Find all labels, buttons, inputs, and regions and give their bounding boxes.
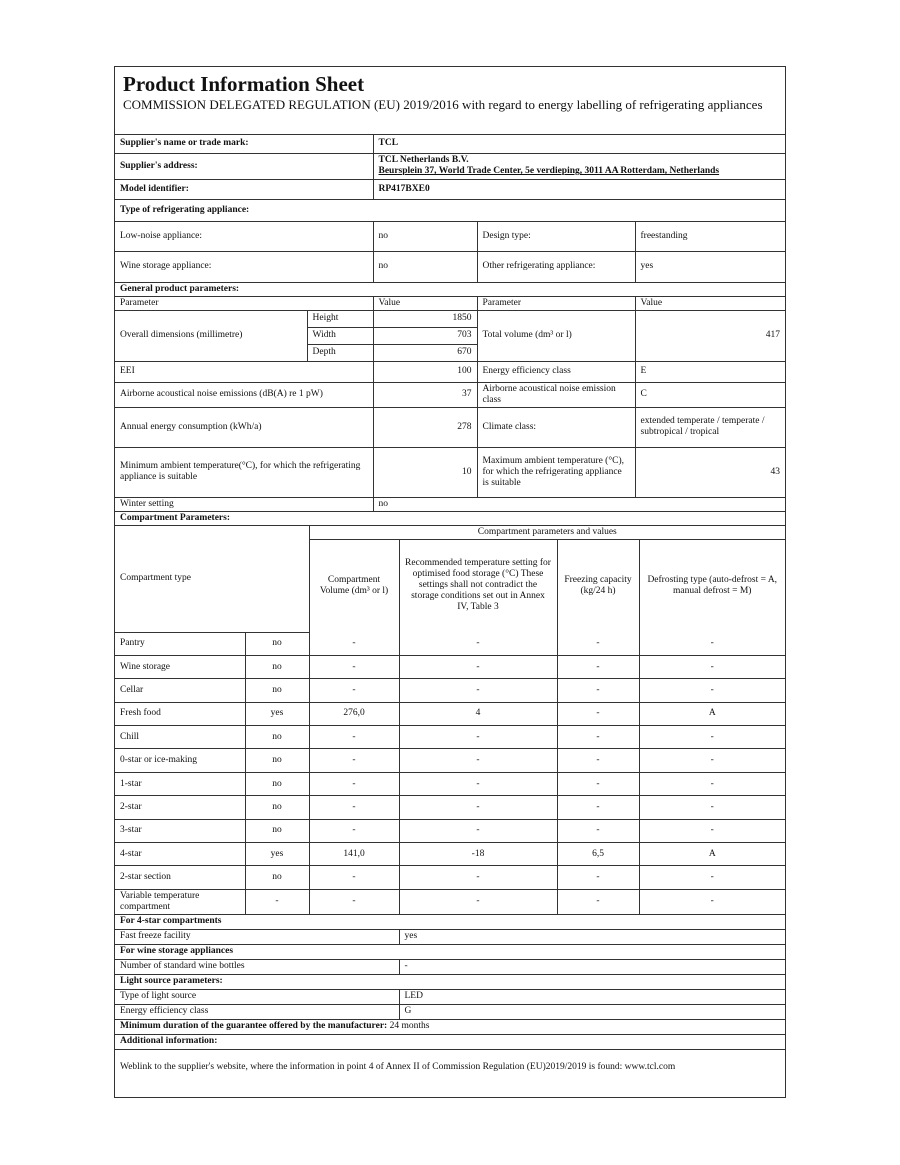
compartment-present: yes bbox=[245, 843, 309, 866]
noise-class-label: Airborne acoustical noise emission class bbox=[477, 382, 635, 407]
wine-bottles-label: Number of standard wine bottles bbox=[115, 959, 399, 974]
extra-parameters-table bbox=[115, 914, 785, 1086]
additional-section-label: Additional information: bbox=[115, 1034, 785, 1049]
eei-label: EEI bbox=[115, 361, 373, 382]
compartment-temp: - bbox=[399, 655, 557, 678]
compartment-row bbox=[115, 772, 785, 795]
compartment-defrost: A bbox=[639, 702, 785, 725]
compartment-row bbox=[115, 726, 785, 749]
compartment-name: 2-star bbox=[115, 796, 245, 819]
compartment-freezing: - bbox=[557, 819, 639, 842]
compartment-freezing: - bbox=[557, 866, 639, 889]
compartment-row bbox=[115, 679, 785, 702]
compartment-freezing: - bbox=[557, 749, 639, 772]
general-section-label: General product parameters: bbox=[115, 282, 785, 296]
compartment-present: - bbox=[245, 889, 309, 914]
energy-class-value: E bbox=[635, 361, 785, 382]
winter-setting-label: Winter setting bbox=[115, 497, 373, 511]
supplier-address-value bbox=[373, 153, 785, 179]
energy-class-label: Energy efficiency class bbox=[477, 361, 635, 382]
low-noise-label: Low-noise appliance: bbox=[115, 222, 373, 252]
col-freezing-capacity: Freezing capacity (kg/24 h) bbox=[557, 539, 639, 632]
compartment-name: 4-star bbox=[115, 843, 245, 866]
compartment-temp: - bbox=[399, 889, 557, 914]
wine-bottles-value: - bbox=[399, 959, 785, 974]
compartment-defrost: - bbox=[639, 772, 785, 795]
guarantee-label: Minimum duration of the guarantee offered by the manufacturer: bbox=[120, 1021, 388, 1032]
compartment-volume: - bbox=[309, 796, 399, 819]
compartment-freezing: - bbox=[557, 796, 639, 819]
compartment-temp: - bbox=[399, 796, 557, 819]
compartment-present: no bbox=[245, 772, 309, 795]
compartment-name: Wine storage bbox=[115, 655, 245, 678]
compartment-temp: - bbox=[399, 819, 557, 842]
model-identifier-value: RP417BXE0 bbox=[373, 179, 785, 199]
fast-freeze-label: Fast freeze facility bbox=[115, 929, 399, 944]
compartment-name: Chill bbox=[115, 726, 245, 749]
compartment-defrost: - bbox=[639, 796, 785, 819]
compartment-present: no bbox=[245, 749, 309, 772]
compartment-defrost: - bbox=[639, 819, 785, 842]
col-header-value-2: Value bbox=[635, 296, 785, 310]
compartment-freezing: - bbox=[557, 702, 639, 725]
general-parameters-table bbox=[115, 282, 785, 511]
supplier-name-value: TCL bbox=[373, 135, 785, 153]
compartment-defrost: - bbox=[639, 749, 785, 772]
compartment-volume: - bbox=[309, 819, 399, 842]
compartment-volume: - bbox=[309, 866, 399, 889]
compartment-present: no bbox=[245, 632, 309, 655]
compartment-present: no bbox=[245, 726, 309, 749]
compartment-name: 2-star section bbox=[115, 866, 245, 889]
product-information-sheet bbox=[114, 66, 786, 1098]
compartment-present: no bbox=[245, 796, 309, 819]
compartment-freezing: - bbox=[557, 772, 639, 795]
dimensions-label: Overall dimensions (millimetre) bbox=[115, 310, 307, 361]
light-section-label: Light source parameters: bbox=[115, 974, 785, 989]
col-compartment-type: Compartment type bbox=[115, 525, 309, 632]
compartment-volume: 276,0 bbox=[309, 702, 399, 725]
total-volume-label: Total volume (dm³ or l) bbox=[477, 310, 635, 361]
col-recommended-temp: Recommended temperature setting for optimised food storage (°C) These settings shall not contradict the storage conditions set out in Annex IV, Table 3 bbox=[399, 539, 557, 632]
low-noise-value: no bbox=[373, 222, 477, 252]
compartment-section-label: Compartment Parameters: bbox=[115, 511, 785, 525]
compartment-present: no bbox=[245, 819, 309, 842]
compartment-freezing: - bbox=[557, 632, 639, 655]
compartment-present: no bbox=[245, 655, 309, 678]
col-header-value: Value bbox=[373, 296, 477, 310]
appliance-type-table bbox=[115, 221, 785, 282]
supplier-name-label: Supplier's name or trade mark: bbox=[115, 135, 373, 153]
sheet-header bbox=[115, 67, 785, 135]
compartment-freezing: 6,5 bbox=[557, 843, 639, 866]
col-compartment-volume: Compartment Volume (dm³ or l) bbox=[309, 539, 399, 632]
height-label: Height bbox=[307, 310, 373, 327]
compartment-volume: - bbox=[309, 772, 399, 795]
light-type-value: LED bbox=[399, 989, 785, 1004]
compartment-row bbox=[115, 796, 785, 819]
compartment-temp: -18 bbox=[399, 843, 557, 866]
height-value: 1850 bbox=[373, 310, 477, 327]
compartment-row bbox=[115, 749, 785, 772]
compartment-temp: 4 bbox=[399, 702, 557, 725]
compartment-name: 3-star bbox=[115, 819, 245, 842]
compartment-row bbox=[115, 655, 785, 678]
compartment-row bbox=[115, 866, 785, 889]
light-class-label: Energy efficiency class bbox=[115, 1004, 399, 1019]
compartment-freezing: - bbox=[557, 889, 639, 914]
climate-class-label: Climate class: bbox=[477, 407, 635, 447]
compartment-freezing: - bbox=[557, 679, 639, 702]
guarantee-row bbox=[115, 1019, 785, 1034]
climate-class-value: extended temperate / temperate / subtropical / tropical bbox=[635, 407, 785, 447]
compartment-volume: - bbox=[309, 679, 399, 702]
compartment-defrost: - bbox=[639, 889, 785, 914]
compartment-volume: - bbox=[309, 726, 399, 749]
fast-freeze-value: yes bbox=[399, 929, 785, 944]
guarantee-value: 24 months bbox=[389, 1021, 430, 1032]
weblink-text: Weblink to the supplier's website, where the information in point 4 of Annex II of Commission Regulation (EU)2019/2019 is found: www.tcl.com bbox=[115, 1049, 785, 1085]
compartment-name: 0-star or ice-making bbox=[115, 749, 245, 772]
sheet-title: Product Information Sheet bbox=[123, 72, 365, 96]
noise-class-value: C bbox=[635, 382, 785, 407]
max-temp-value: 43 bbox=[635, 447, 785, 497]
compartment-row bbox=[115, 843, 785, 866]
compartment-defrost: A bbox=[639, 843, 785, 866]
eei-value: 100 bbox=[373, 361, 477, 382]
compartment-present: no bbox=[245, 679, 309, 702]
other-appliance-label: Other refrigerating appliance: bbox=[477, 252, 635, 282]
compartment-name: Cellar bbox=[115, 679, 245, 702]
compartment-row bbox=[115, 889, 785, 914]
compartment-defrost: - bbox=[639, 679, 785, 702]
compartment-defrost: - bbox=[639, 632, 785, 655]
supplier-address-line2: Beursplein 37, World Trade Center, 5e verdieping, 3011 AA Rotterdam, Netherlands bbox=[378, 166, 720, 176]
wine-section-label: For wine storage appliances bbox=[115, 944, 785, 959]
compartment-temp: - bbox=[399, 726, 557, 749]
compartment-row bbox=[115, 819, 785, 842]
compartment-temp: - bbox=[399, 679, 557, 702]
compartment-name: Variable temperature compartment bbox=[115, 889, 245, 914]
compartment-freezing: - bbox=[557, 726, 639, 749]
compartment-volume: 141,0 bbox=[309, 843, 399, 866]
compartment-table bbox=[115, 511, 785, 914]
depth-value: 670 bbox=[373, 344, 477, 361]
winter-setting-value: no bbox=[373, 497, 785, 511]
compartment-freezing: - bbox=[557, 655, 639, 678]
min-temp-label: Minimum ambient temperature(°C), for which the refrigerating appliance is suitable bbox=[115, 447, 373, 497]
compartment-defrost: - bbox=[639, 655, 785, 678]
compartment-present: yes bbox=[245, 702, 309, 725]
light-type-label: Type of light source bbox=[115, 989, 399, 1004]
col-defrosting-type: Defrosting type (auto-defrost = A, manual defrost = M) bbox=[639, 539, 785, 632]
width-label: Width bbox=[307, 327, 373, 344]
depth-label: Depth bbox=[307, 344, 373, 361]
annual-energy-value: 278 bbox=[373, 407, 477, 447]
compartment-volume: - bbox=[309, 889, 399, 914]
other-appliance-value: yes bbox=[635, 252, 785, 282]
wine-storage-label: Wine storage appliance: bbox=[115, 252, 373, 282]
compartment-present: no bbox=[245, 866, 309, 889]
compartment-temp: - bbox=[399, 772, 557, 795]
light-class-value: G bbox=[399, 1004, 785, 1019]
noise-label: Airborne acoustical noise emissions (dB(A) re 1 pW) bbox=[115, 382, 373, 407]
sheet-subtitle: COMMISSION DELEGATED REGULATION (EU) 2019/2016 with regard to energy labelling of refrigerating appliances bbox=[123, 97, 763, 112]
width-value: 703 bbox=[373, 327, 477, 344]
noise-value: 37 bbox=[373, 382, 477, 407]
supplier-address-line1: TCL Netherlands B.V. bbox=[378, 155, 469, 165]
compartment-group-header: Compartment parameters and values bbox=[309, 525, 785, 539]
min-temp-value: 10 bbox=[373, 447, 477, 497]
annual-energy-label: Annual energy consumption (kWh/a) bbox=[115, 407, 373, 447]
col-header-parameter-2: Parameter bbox=[477, 296, 635, 310]
compartment-volume: - bbox=[309, 749, 399, 772]
total-volume-value: 417 bbox=[635, 310, 785, 361]
compartment-row bbox=[115, 632, 785, 655]
col-header-parameter: Parameter bbox=[115, 296, 373, 310]
compartment-temp: - bbox=[399, 866, 557, 889]
compartment-row bbox=[115, 702, 785, 725]
compartment-defrost: - bbox=[639, 866, 785, 889]
wine-storage-value: no bbox=[373, 252, 477, 282]
design-type-label: Design type: bbox=[477, 222, 635, 252]
type-section-label: Type of refrigerating appliance: bbox=[115, 199, 785, 221]
four-star-section-label: For 4-star compartments bbox=[115, 914, 785, 929]
compartment-name: Pantry bbox=[115, 632, 245, 655]
compartment-temp: - bbox=[399, 632, 557, 655]
compartment-defrost: - bbox=[639, 726, 785, 749]
compartment-volume: - bbox=[309, 632, 399, 655]
model-identifier-label: Model identifier: bbox=[115, 179, 373, 199]
supplier-table bbox=[115, 135, 785, 221]
compartment-temp: - bbox=[399, 749, 557, 772]
max-temp-label: Maximum ambient temperature (°C), for which the refrigerating appliance is suitable bbox=[477, 447, 635, 497]
compartment-name: Fresh food bbox=[115, 702, 245, 725]
supplier-address-label: Supplier's address: bbox=[115, 153, 373, 179]
compartment-volume: - bbox=[309, 655, 399, 678]
design-type-value: freestanding bbox=[635, 222, 785, 252]
compartment-name: 1-star bbox=[115, 772, 245, 795]
